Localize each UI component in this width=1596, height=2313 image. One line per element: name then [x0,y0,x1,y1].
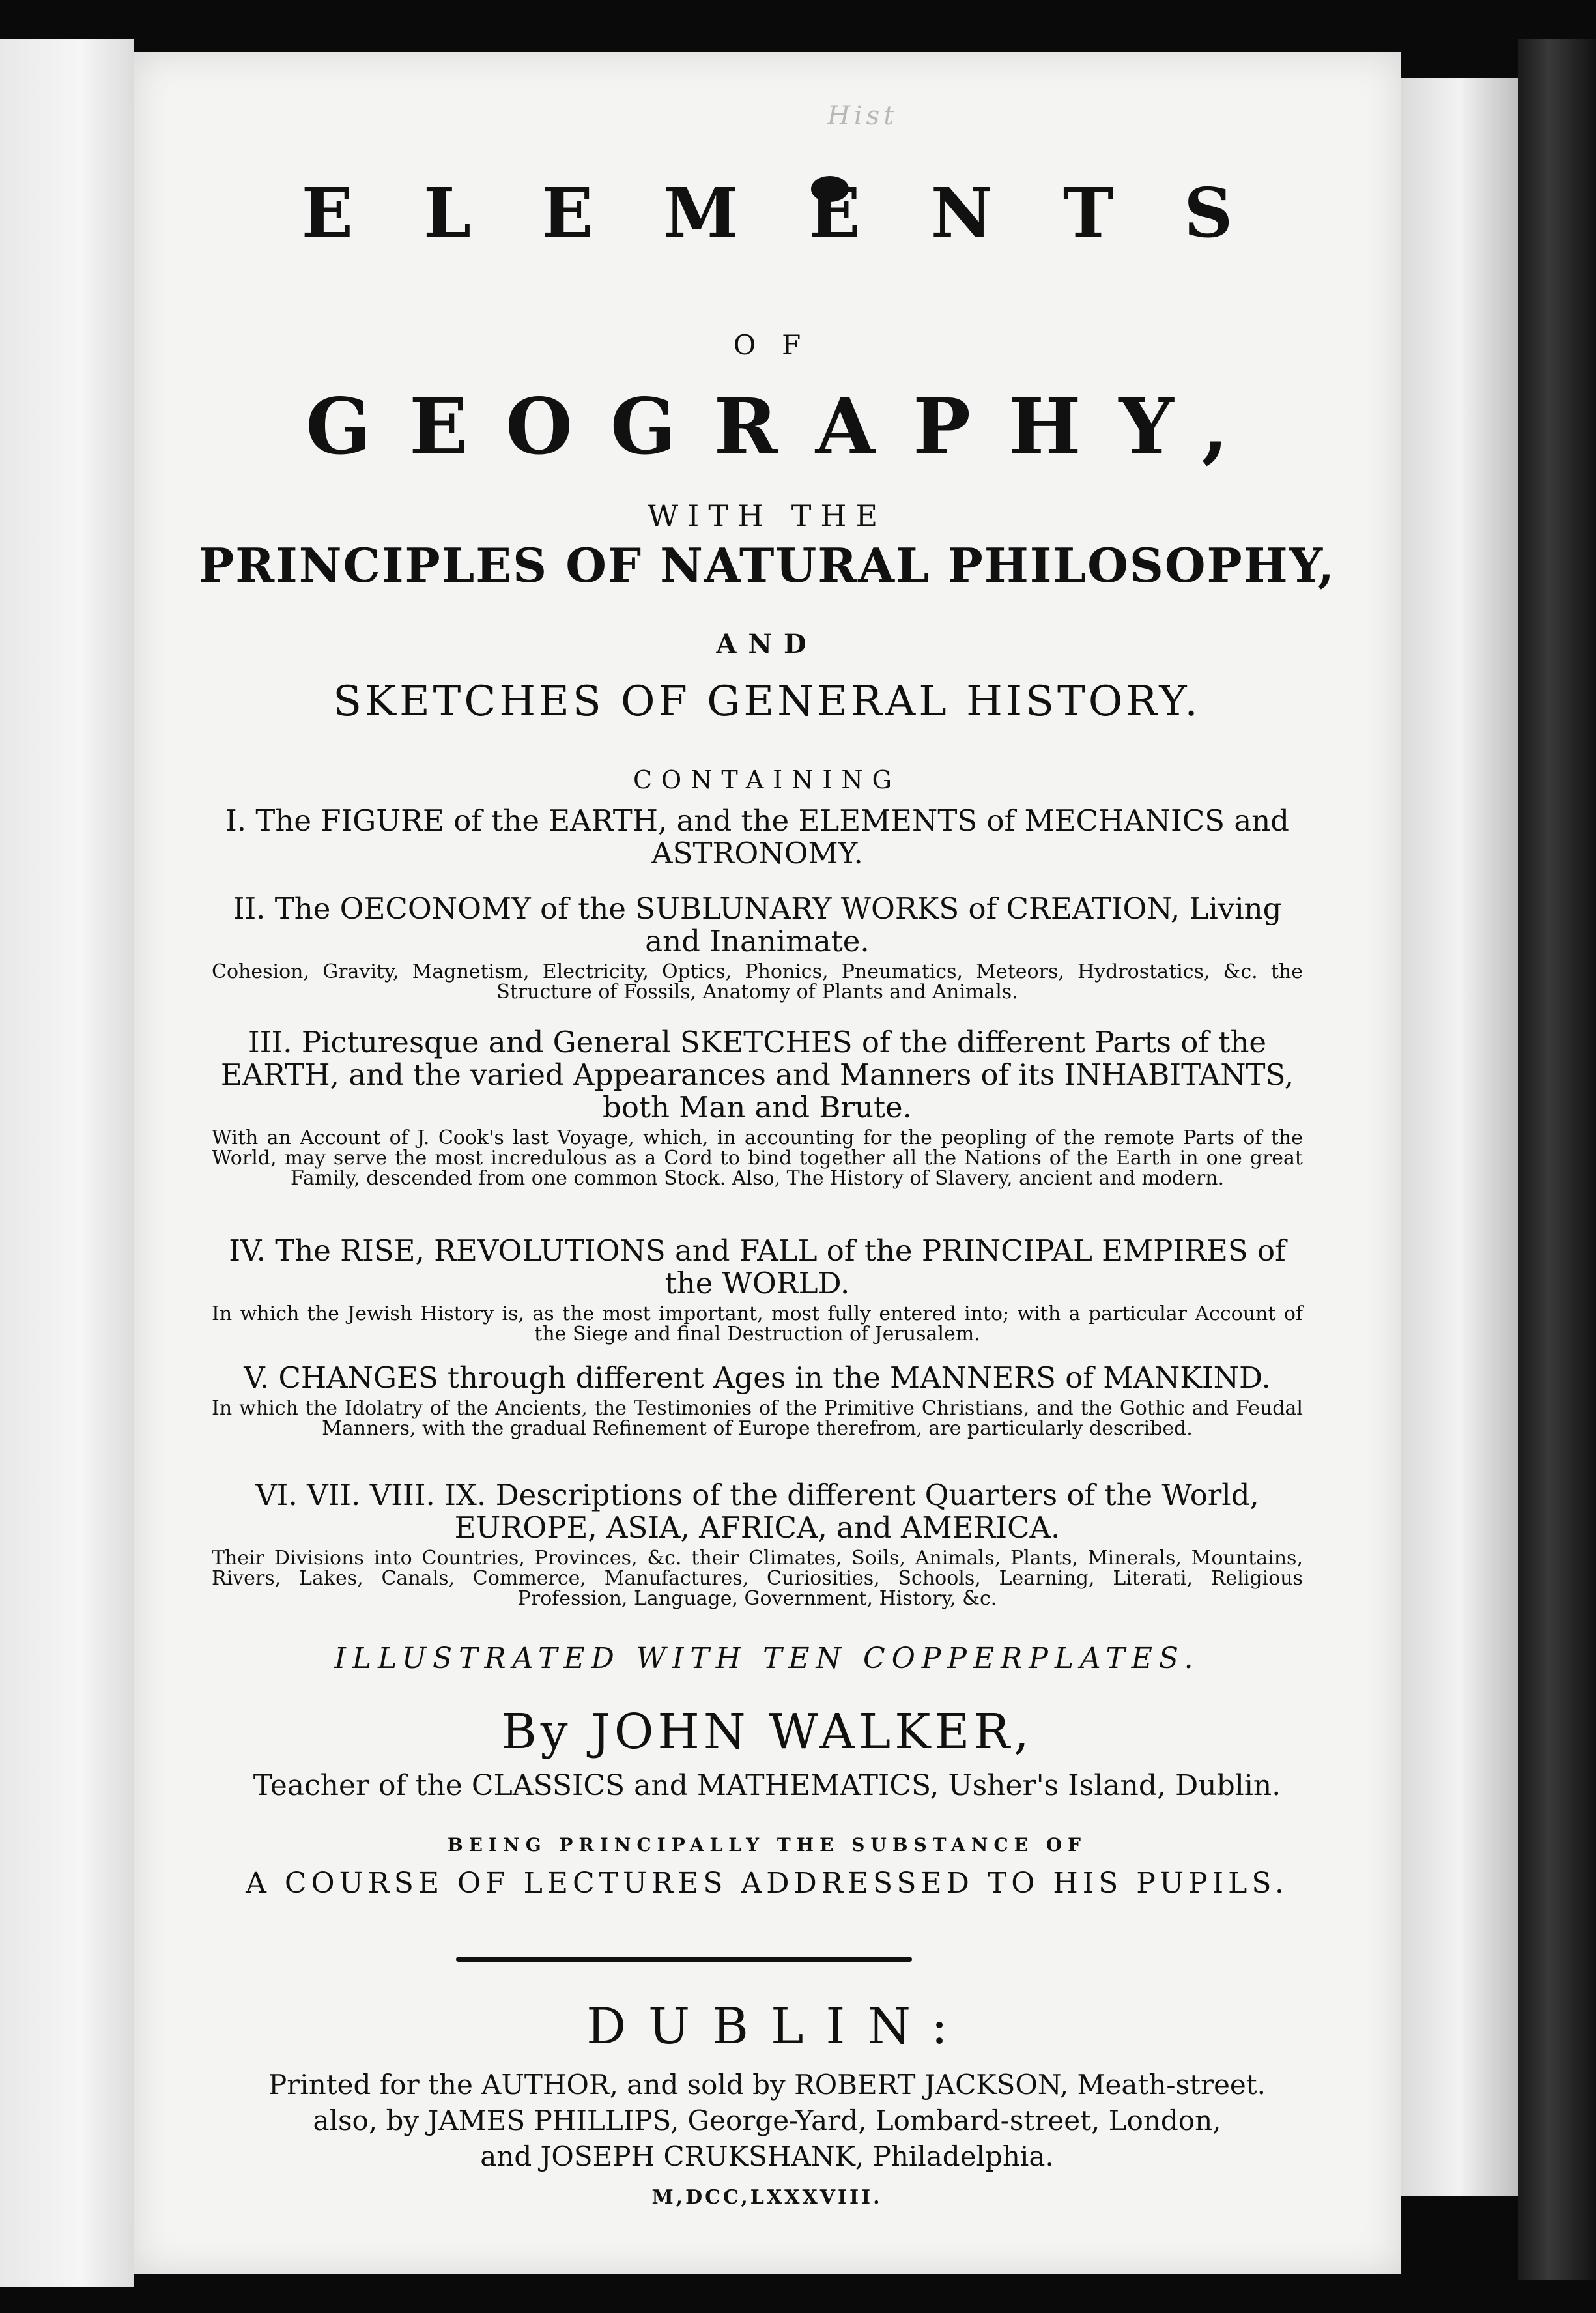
section-title: II. The OECONOMY of the SUBLUNARY WORKS of CREATION, Living and Inanimate. [233,891,1282,958]
title-with-the: WITH THE [647,498,887,534]
section-title: IV. The RISE, REVOLUTIONS and FALL of the PRINCIPAL EMPIRES of the WORLD. [229,1233,1286,1300]
handwritten-annotation: Hist [827,101,898,131]
title-principles: PRINCIPLES OF NATURAL PHILOSOPHY, [199,538,1335,593]
section-note: In which the Jewish History is, as the most important, most fully entered into; with a particular Account of the Siege and final Destruction of Jerusalem. [212,1302,1303,1345]
imprint-date: M,DCC,LXXXVIII. [651,2186,883,2209]
section-3 [212,1026,1303,1188]
section-title: V. CHANGES through different Ages in the MANNERS of MANKIND. [244,1360,1271,1395]
section-title: VI. VII. VIII. IX. Descriptions of the different Quarters of the World, EUROPE, ASIA, AFRICA, and AMERICA. [255,1478,1259,1545]
divider-rule [456,1957,912,1962]
section-note: Cohesion, Gravity, Magnetism, Electricity, Optics, Phonics, Pneumatics, Meteors, Hydrostatics, &c. the Structure of Fossils, Anatomy of Plants and Animals. [212,960,1303,1003]
section-note: Their Divisions into Countries, Provinces, &c. their Climates, Soils, Animals, Plants, Minerals, Mountains, Rivers, Lakes, Canals, Commerce, Manufactures, Curiosities, Schools, Learning, Literati, Religious Profession, Language, Government, History, &c. [212,1547,1303,1610]
title-page [134,52,1401,2274]
author-position: Teacher of the CLASSICS and MATHEMATICS, Usher's Island, Dublin. [253,1769,1281,1802]
title-geography: GEOGRAPHY, [306,381,1266,472]
section-4 [212,1235,1303,1344]
section-note: In which the Idolatry of the Ancients, the Testimonies of the Primitive Christians, and the Gothic and Feudal Manners, with the gradual Refinement of Europe therefrom, are particularly described. [212,1397,1303,1440]
left-page-edge [0,39,134,2287]
illustrated-note: ILLUSTRATED WITH TEN COPPERPLATES. [334,1642,1200,1675]
section-6 [212,1479,1303,1609]
section-title: III. Picturesque and General SKETCHES of the different Parts of the EARTH, and the varied Appearances and Manners of its INHABITANTS, both Man and Brute. [220,1025,1294,1125]
section-note: With an Account of J. Cook's last Voyage, which, in accounting for the peopling of the remote Parts of the World, may serve the most incredulous as a Cord to bind together all the Nations of the Earth in one great Family, descended from one common Stock. Also, The History of Slavery, ancient and modern. [212,1127,1303,1190]
course-note: A COURSE OF LECTURES ADDRESSED TO HIS PUPILS. [246,1867,1289,1900]
title-sketches: SKETCHES OF GENERAL HISTORY. [333,678,1201,726]
section-1 [212,805,1303,870]
right-page-leaf [1401,78,1518,2196]
title-and: AND [716,629,818,659]
imprint-line-2: also, by JAMES PHILLIPS, George-Yard, Lombard-street, London, [313,2105,1221,2136]
title-elements: ELEMENTS [301,173,1304,253]
being-note: BEING PRINCIPALLY THE SUBSTANCE OF [448,1834,1087,1856]
section-5 [212,1362,1303,1439]
section-title: I. The FIGURE of the EARTH, and the ELEMENTS of MECHANICS and ASTRONOMY. [225,803,1289,870]
author-byline: By JOHN WALKER, [501,1704,1033,1760]
imprint-line-1: Printed for the AUTHOR, and sold by ROBERT JACKSON, Meath-street. [268,2069,1266,2101]
book-binding-edge [1518,39,1596,2280]
imprint-line-3: and JOSEPH CRUKSHANK, Philadelphia. [480,2140,1054,2172]
section-2 [212,893,1303,1002]
containing-heading: CONTAINING [633,766,902,794]
imprint-city: DUBLIN: [586,1997,970,2055]
title-of: OF [733,329,827,361]
title-page-content [134,52,1401,2274]
